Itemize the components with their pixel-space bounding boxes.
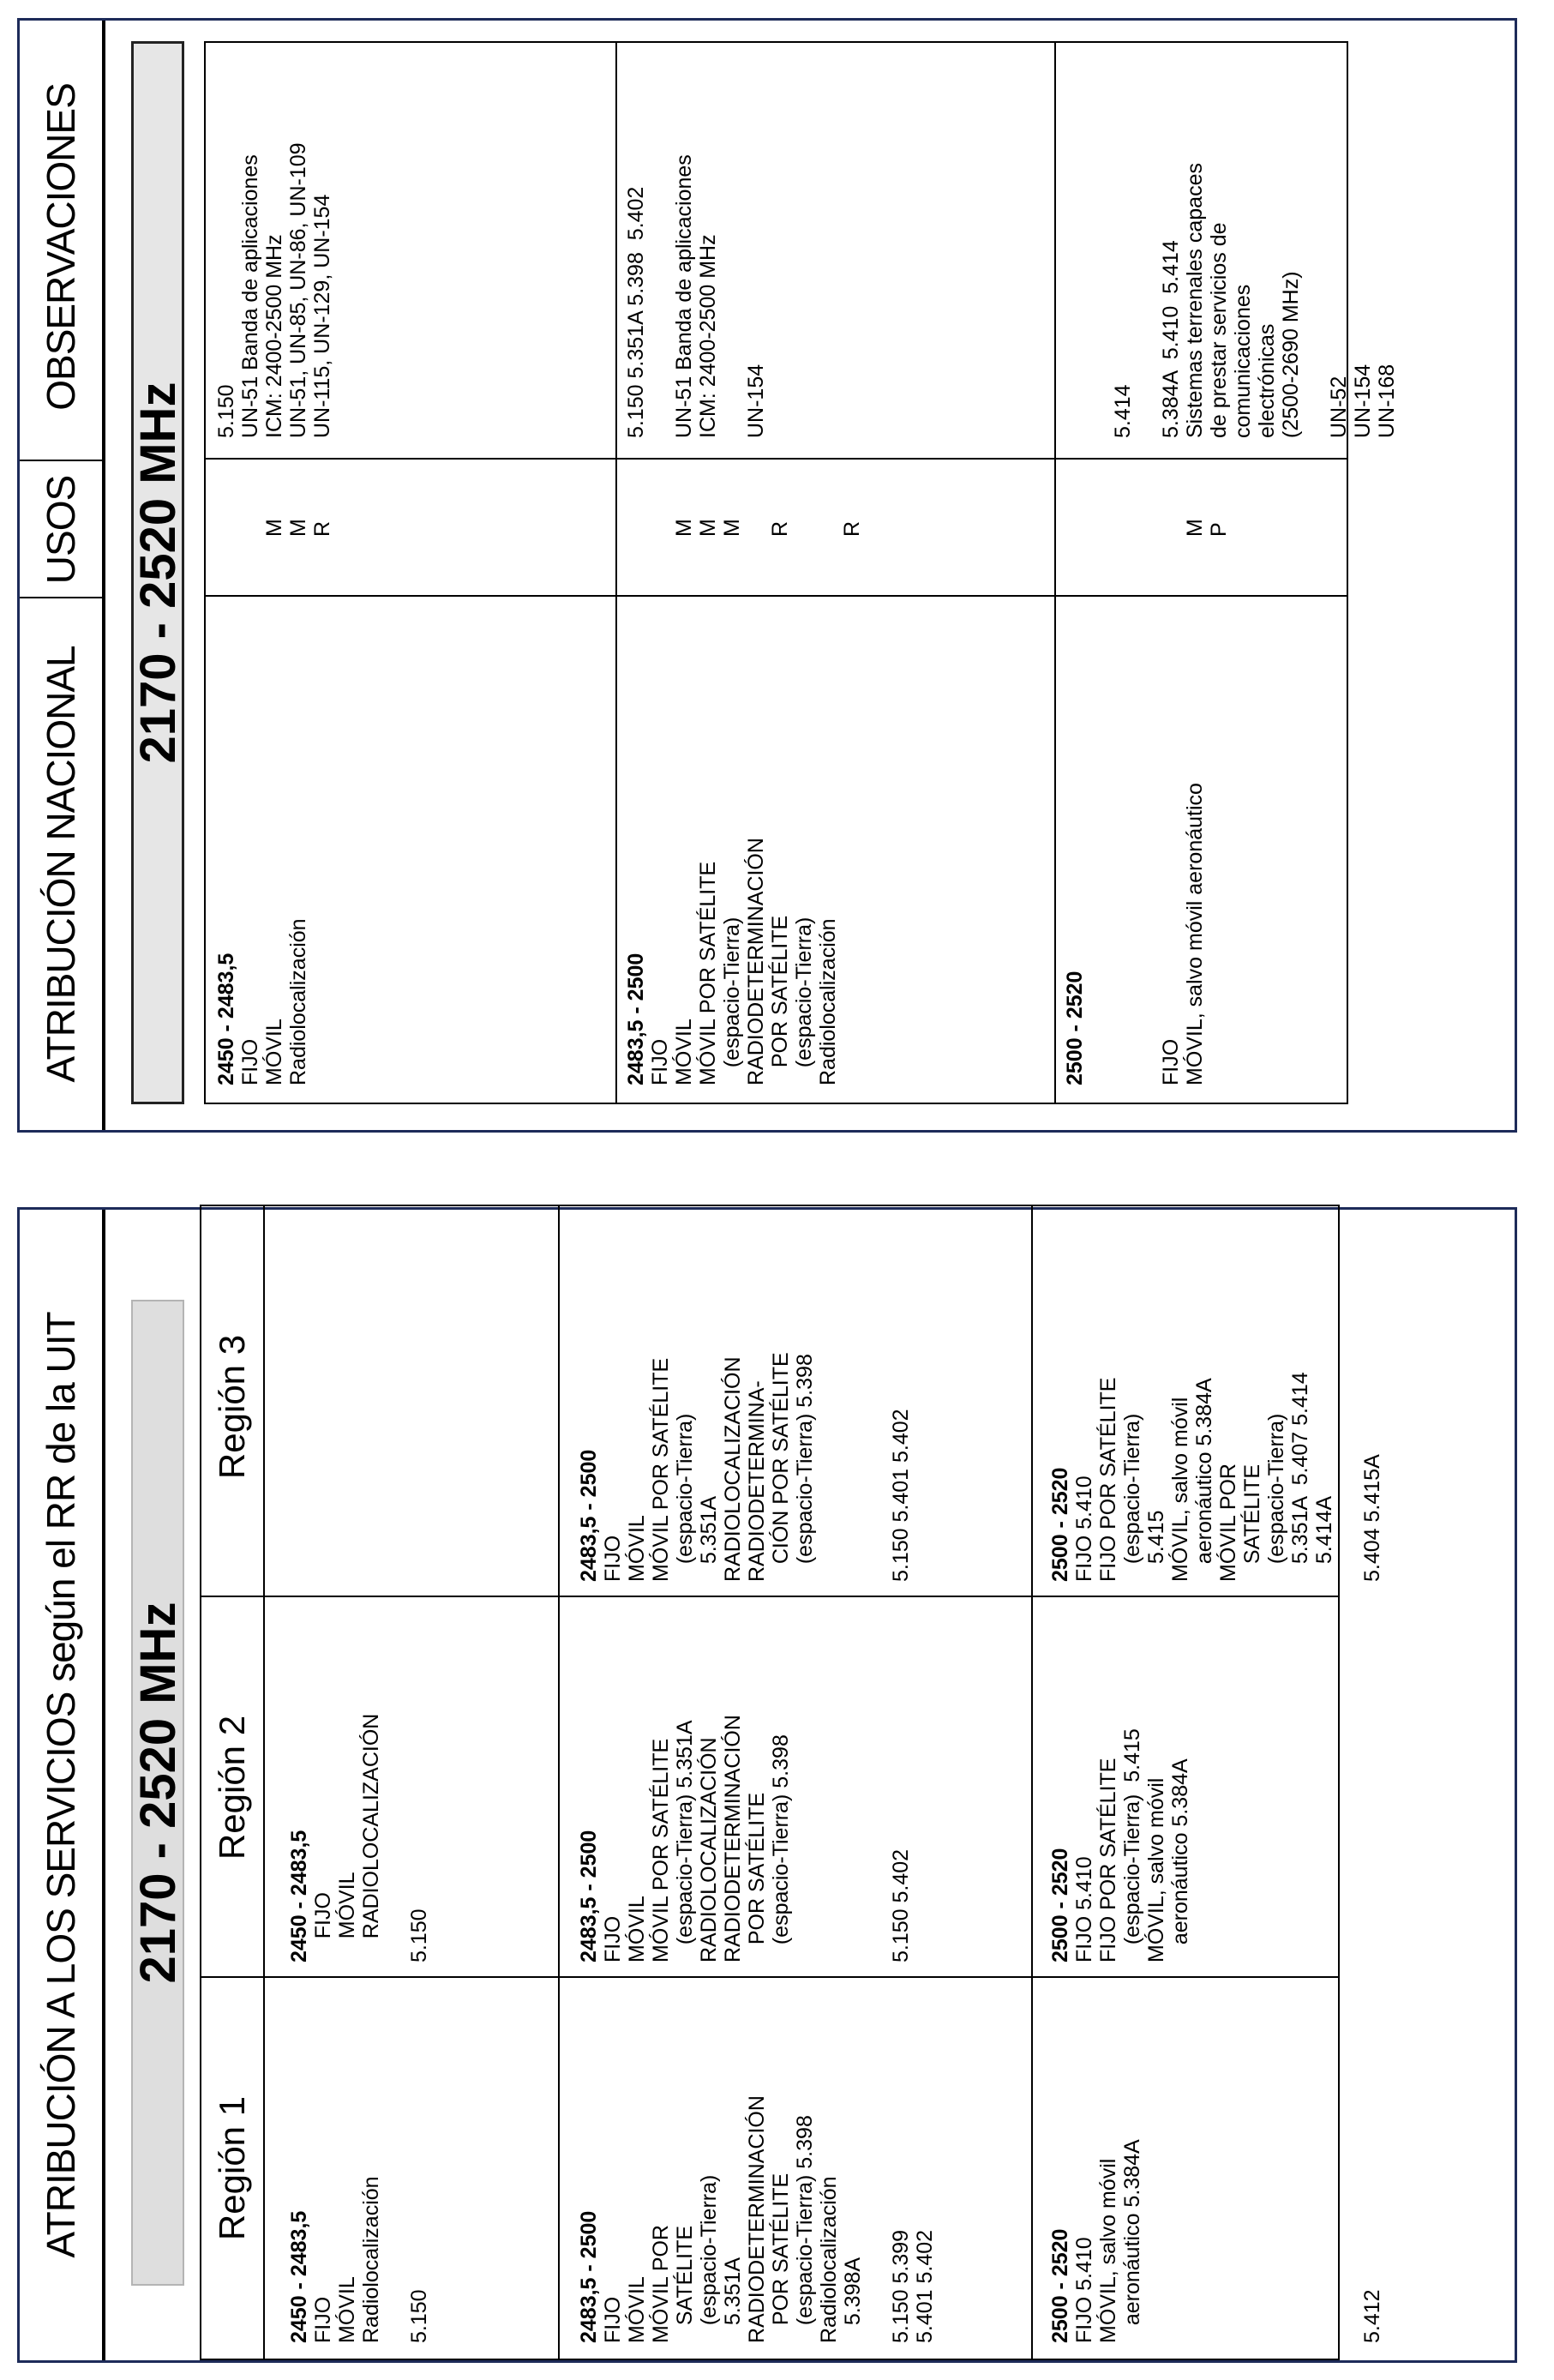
nat-r1-usos (262, 519, 334, 537)
allocation-line (1144, 2139, 1168, 2343)
allocation-line: MÓVIL (625, 1515, 649, 1582)
allocation-line: Radiolocalización (817, 2176, 841, 2343)
region-2-header: Región 2 (212, 1715, 252, 1860)
list-line: R (768, 520, 792, 537)
allocation-line: FIJO 5.410 (1072, 1475, 1096, 1582)
nat-r2-obs (624, 154, 768, 438)
allocation-line: RADIODETERMINACIÓN (744, 838, 768, 1085)
itu-r2-region1 (577, 2095, 937, 2343)
allocation-line: 5.404 5.415A (1360, 1454, 1384, 1582)
allocation-line: aeronáutico 5.384A (1120, 2139, 1144, 2343)
band-range-heading: 2450 - 2483,5 (287, 1830, 311, 1962)
allocation-line: 5.414A (1312, 1495, 1336, 1582)
allocation-line (1168, 2139, 1192, 2343)
list-line: 5.150 (214, 384, 238, 438)
list-line (1087, 163, 1111, 438)
allocation-line (1288, 2139, 1312, 2343)
allocation-line: FIJO (648, 1038, 672, 1085)
list-line (744, 519, 768, 537)
allocation-line (1336, 1372, 1360, 1582)
allocation-line: MÓVIL POR SATÉLITE (649, 1357, 673, 1582)
national-band-title (131, 41, 184, 1104)
allocation-line: 5.412 (1360, 2289, 1384, 2343)
list-line: Sistemas terrenales capaces (1183, 163, 1207, 438)
allocation-line (1192, 2139, 1216, 2343)
allocation-line: 5.150 (407, 2289, 431, 2343)
allocation-line: FIJO (238, 1038, 262, 1085)
allocation-line: FIJO (601, 1535, 625, 1582)
list-line: UN-51, UN-85, UN-86, UN-109 (286, 142, 310, 438)
list-line: UN-51 Banda de aplicaciones (238, 154, 262, 438)
region-3-header: Región 3 (212, 1334, 252, 1480)
allocation-line: 5.150 5.401 5.402 (889, 1409, 913, 1582)
list-line (1135, 519, 1159, 537)
allocation-line (383, 1714, 407, 1962)
allocation-line (1216, 2139, 1240, 2343)
col-divider (201, 1976, 1338, 1978)
allocation-line: FIJO (311, 1892, 335, 1962)
nat-r1-obs (214, 142, 334, 438)
allocation-line (841, 1715, 865, 1962)
allocation-line: (espacio-Tierra) 5.351A (673, 1720, 697, 1962)
list-line (816, 519, 840, 537)
allocation-line: 5.351A (697, 1495, 721, 1582)
itu-r1-region1 (287, 2176, 431, 2343)
allocation-line: FIJO (311, 2296, 335, 2343)
allocation-line: (espacio-Tierra) 5.398 (793, 2115, 817, 2343)
allocation-line: (espacio-Tierra) (720, 917, 744, 1085)
band-range-heading: 2483,5 - 2500 (577, 2210, 601, 2343)
allocation-line: 5.150 5.399 (889, 2229, 913, 2343)
itu-r2-region3 (577, 1352, 913, 1582)
allocation-line: (espacio-Tierra) (1264, 1413, 1288, 1582)
allocation-line: FIJO POR SATÉLITE (1096, 1377, 1120, 1582)
allocation-line: Radiolocalización (286, 918, 310, 1085)
allocation-line (1111, 783, 1135, 1085)
list-line: M (262, 519, 286, 537)
nat-r3-attr (1063, 783, 1207, 1085)
itu-band-title (131, 1300, 184, 2286)
allocation-line: (espacio-Tierra) 5.398 (769, 1734, 793, 1962)
allocation-line: MÓVIL (625, 1896, 649, 1962)
allocation-line: (espacio-Tierra) (697, 2174, 721, 2343)
allocation-line (1336, 2139, 1360, 2343)
allocation-line: RADIOLOCALIZACIÓN (721, 1356, 745, 1582)
list-line (1159, 519, 1183, 537)
list-line: 5.150 5.351A 5.398 5.402 (624, 186, 648, 438)
allocation-line (1264, 2139, 1288, 2343)
allocation-line: MÓVIL (335, 1872, 359, 1962)
region-1-header: Región 1 (212, 2095, 252, 2241)
col-divider (206, 595, 1347, 597)
allocation-line: MÓVIL (262, 1019, 286, 1085)
band-range-heading: 2450 - 2483,5 (214, 953, 238, 1085)
allocation-line: 5.150 5.402 (889, 1848, 913, 1962)
allocation-line (841, 1352, 865, 1582)
header-divider (263, 1206, 265, 2359)
nat-r3-usos (1111, 519, 1231, 537)
nat-r1-attr (214, 918, 310, 1085)
allocation-line: MÓVIL, salvo móvil (1144, 1777, 1168, 1962)
allocation-line (1240, 2139, 1264, 2343)
allocation-line: MÓVIL, salvo móvil (1168, 1397, 1192, 1582)
list-line (1063, 163, 1087, 438)
band-range-heading: 2500 - 2520 (1048, 1848, 1072, 1962)
itu-title: ATRIBUCIÓN A LOS SERVICIOS según el RR de la UIT (39, 1312, 83, 2258)
band-range-heading: 2500 - 2520 (1048, 1467, 1072, 1582)
allocation-line: MÓVIL (625, 2276, 649, 2343)
allocation-line: RADIOLOCALIZACIÓN (359, 1713, 383, 1962)
list-line: electrónicas (1255, 323, 1279, 438)
allocation-line: RADIODETERMINA- (745, 1380, 769, 1582)
national-header (20, 21, 105, 1130)
list-line (792, 519, 816, 537)
list-line (648, 154, 672, 438)
allocation-line: 5.351A 5.407 5.414 (1288, 1372, 1312, 1582)
band-range-heading: 2483,5 - 2500 (577, 1830, 601, 1962)
allocation-line: POR SATÉLITE (768, 915, 792, 1085)
allocation-line: 5.415 (1144, 1510, 1168, 1582)
list-line: de prestar servicios de (1207, 222, 1231, 438)
list-line: R (840, 520, 864, 537)
allocation-line: FIJO POR SATÉLITE (1096, 1758, 1120, 1962)
allocation-line: FIJO 5.410 (1072, 2237, 1096, 2343)
list-line: M (1183, 519, 1207, 537)
list-line: UN-51 Banda de aplicaciones (672, 154, 696, 438)
itu-r1-region2 (287, 1714, 431, 1962)
allocation-line: FIJO 5.410 (1072, 1856, 1096, 1962)
list-line: ICM: 2400-2500 MHz (696, 234, 720, 438)
nat-r2-attr (624, 838, 840, 1085)
national-table (204, 41, 1399, 1104)
itu-header (20, 1210, 105, 2360)
allocation-line: Radiolocalización (359, 2176, 383, 2343)
allocation-line: CIÓN POR SATÉLITE (769, 1352, 793, 1582)
list-line: UN-52 (1327, 376, 1351, 438)
row-divider (558, 1206, 560, 2359)
allocation-line (1135, 783, 1159, 1085)
nat-r2-usos (672, 519, 864, 537)
allocation-line: 5.401 5.402 (913, 2229, 937, 2343)
list-line: R (310, 520, 334, 537)
allocation-line: (espacio-Tierra) (792, 917, 816, 1085)
list-line: P (1207, 522, 1231, 537)
allocation-line: (espacio-Tierra) 5.415 (1120, 1728, 1144, 1962)
national-obs-title: OBSERVACIONES (39, 83, 83, 411)
national-band-text: 2170 - 2520 MHz (129, 382, 186, 764)
itu-r3-region3 (1048, 1372, 1384, 1582)
allocation-line: Radiolocalización (816, 918, 840, 1085)
allocation-line (793, 1715, 817, 1962)
band-range-heading: 2500 - 2520 (1048, 2228, 1072, 2343)
itu-r2-region2 (577, 1715, 913, 1962)
allocation-line (865, 2095, 889, 2343)
list-line: UN-115, UN-129, UN-154 (310, 194, 334, 438)
allocation-line: MÓVIL POR SATÉLITE (649, 1738, 673, 1962)
allocation-line: POR SATÉLITE (769, 2173, 793, 2343)
allocation-line: 5.351A (721, 2257, 745, 2343)
allocation-line (383, 2176, 407, 2343)
allocation-line (865, 1352, 889, 1582)
col-divider (206, 458, 1347, 460)
itu-table (200, 1205, 1384, 2360)
list-line: comunicaciones (1231, 284, 1255, 438)
list-line: 5.414 (1111, 384, 1135, 438)
allocation-line: (espacio-Tierra) (673, 1413, 697, 1582)
band-range-heading: 2500 - 2520 (1063, 971, 1087, 1085)
list-line: M (720, 519, 744, 537)
list-line: UN-154 (1351, 364, 1375, 438)
list-line: (2500-2690 MHz) (1279, 271, 1303, 438)
allocation-line (1087, 783, 1111, 1085)
national-panel (17, 18, 1517, 1133)
allocation-line: RADIOLOCALIZACIÓN (697, 1737, 721, 1962)
itu-r3-region1 (1048, 2139, 1384, 2343)
list-line: M (696, 519, 720, 537)
col-divider (201, 1596, 1338, 1597)
band-range-heading: 2450 - 2483,5 (287, 2210, 311, 2343)
band-range-heading: 2483,5 - 2500 (624, 953, 648, 1085)
band-range-heading: 2483,5 - 2500 (577, 1449, 601, 1582)
allocation-line: 5.398A (841, 2257, 865, 2343)
list-line: ICM: 2400-2500 MHz (262, 234, 286, 438)
row-divider (615, 43, 617, 1103)
allocation-line (817, 1352, 841, 1582)
allocation-line: SATÉLITE (673, 2225, 697, 2343)
list-line: UN-154 (744, 364, 768, 438)
allocation-line: FIJO (601, 2296, 625, 2343)
list-line: M (286, 519, 310, 537)
allocation-line: MÓVIL POR (1216, 1463, 1240, 1582)
allocation-line (865, 1715, 889, 1962)
allocation-line: aeronáutico 5.384A (1192, 1378, 1216, 1582)
allocation-line: (espacio-Tierra) 5.398 (793, 1354, 817, 1582)
allocation-line: MÓVIL (672, 1019, 696, 1085)
list-line (720, 154, 744, 438)
itu-band-text: 2170 - 2520 MHz (129, 1602, 186, 1984)
national-usos-title: USOS (39, 475, 83, 585)
allocation-line: MÓVIL POR SATÉLITE (696, 861, 720, 1085)
list-line (1303, 163, 1327, 438)
list-line: M (672, 519, 696, 537)
allocation-line: SATÉLITE (1240, 1463, 1264, 1582)
allocation-line (817, 1715, 841, 1962)
allocation-line: MÓVIL, salvo móvil aeronáutico (1183, 783, 1207, 1085)
list-line (1111, 519, 1135, 537)
allocation-line: RADIODETERMINACIÓN (745, 2095, 769, 2343)
row-divider (1031, 1206, 1033, 2359)
allocation-line (1312, 2139, 1336, 2343)
allocation-line: FIJO (601, 1915, 625, 1962)
allocation-line: FIJO (1159, 1038, 1183, 1085)
allocation-line: MÓVIL POR (649, 2225, 673, 2343)
itu-r3-region2 (1048, 1728, 1192, 1962)
allocation-line: aeronáutico 5.384A (1168, 1758, 1192, 1962)
list-line: 5.384A 5.410 5.414 (1159, 240, 1183, 438)
allocation-line: MÓVIL (335, 2276, 359, 2343)
allocation-line: (espacio-Tierra) (1120, 1413, 1144, 1582)
allocation-line: POR SATÉLITE (745, 1792, 769, 1962)
list-line (1135, 163, 1159, 438)
nat-r3-obs (1063, 163, 1399, 438)
allocation-line: 5.150 (407, 1908, 431, 1962)
allocation-line: RADIODETERMINACIÓN (721, 1715, 745, 1962)
national-attr-title: ATRIBUCIÓN NACIONAL (39, 646, 83, 1083)
list-line: UN-168 (1375, 364, 1399, 438)
allocation-line: MÓVIL, salvo móvil (1096, 2158, 1120, 2343)
itu-panel (17, 1207, 1517, 2363)
row-divider (1054, 43, 1056, 1103)
